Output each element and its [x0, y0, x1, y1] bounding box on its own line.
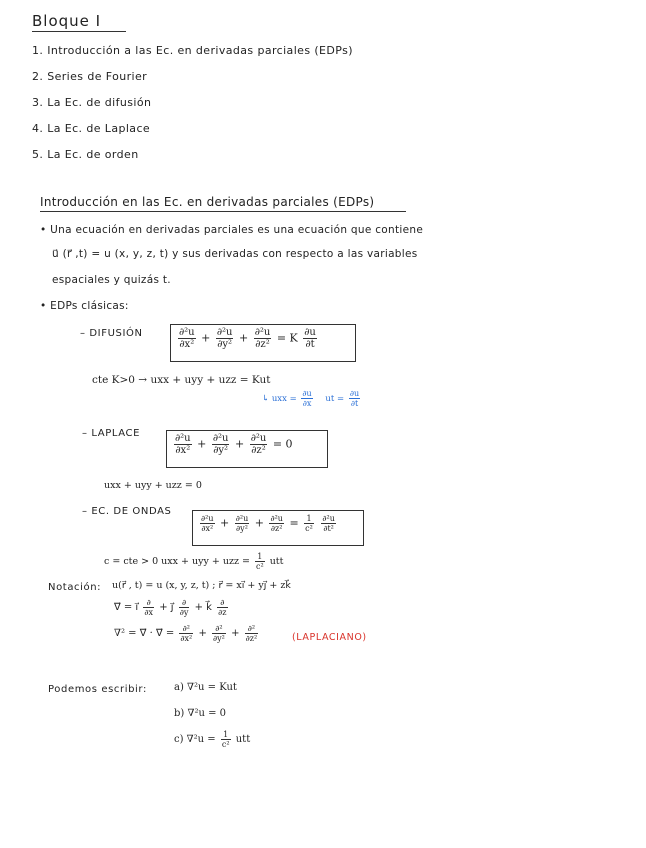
toc-item-5: 5. La Ec. de orden — [32, 148, 139, 161]
difusion-shorthand: cte K>0 → uxx + uyy + uzz = Kut — [92, 374, 271, 386]
notacion-line1: u(r⃗ , t) = u (x, y, z, t) ; r⃗ = xi⃗ + yj⃗ + zk⃗ — [112, 580, 291, 591]
toc-item-4: 4. La Ec. de Laplace — [32, 122, 151, 135]
bullet1-line2: u⃗ (r⃗ ,t) = u (x, y, z, t) y sus derivadas con respecto a las variables — [52, 248, 418, 260]
ondas-equation: $\frac{\text{∂²u}}{\text{∂x²}}$ + $\frac{\text{∂²u}}{\text{∂y²}}$ + $\frac{\text{∂²u}}{\text{∂z²}}$ = $\frac{1}{\text{c²}}$ $\frac{\text{∂²u}}{\text{∂t²}}$ — [201, 514, 335, 533]
bullet1-line3: espaciales y quizás t. — [52, 274, 171, 286]
bullet2: • EDPs clásicas: — [40, 300, 129, 312]
section-underline — [40, 211, 406, 212]
section-title: Introducción en las Ec. en derivadas parciales (EDPs) — [40, 195, 375, 209]
toc-item-2: 2. Series de Fourier — [32, 70, 148, 83]
ondas-label: – EC. DE ONDAS — [82, 506, 172, 517]
toc-item-3: 3. La Ec. de difusión — [32, 96, 152, 109]
laplace-equation: $\frac{\text{∂²u}}{\text{∂x²}}$ + $\frac{\text{∂²u}}{\text{∂y²}}$ + $\frac{\text{∂²u}}{\text{∂z²}}$ = 0 — [175, 433, 293, 456]
difusion-blue-note: ↳ uxx = $\frac{\partial u}{\partial x}$ ut = $\frac{\partial u}{\partial t}$ — [262, 389, 360, 408]
laplaciano-label: (LAPLACIANO) — [292, 632, 367, 643]
podemos-c: c) ∇²u = $\frac{1}{\text{c²}}$ utt — [174, 730, 251, 749]
laplace-label: – LAPLACE — [82, 428, 141, 439]
difusion-equation: $\frac{\text{∂²u}}{\text{∂x²}}$ + $\frac{\text{∂²u}}{\text{∂y²}}$ + $\frac{\text{∂²u}}{\text{∂z²}}$ = K $\frac{\partial u}{\partial t}$ — [179, 327, 316, 350]
podemos-b: b) ∇²u = 0 — [174, 708, 227, 719]
toc-item-1: 1. Introducción a las Ec. en derivadas parciales (EDPs) — [32, 44, 353, 57]
nabla-definition: ∇⃗ = i⃗ $\frac{\partial}{\partial x}$ + j⃗ $\frac{\partial}{\partial y}$ + k⃗ $\frac{\partial}{\partial z}$ — [114, 598, 227, 617]
notacion-label: Notación: — [48, 582, 102, 593]
difusion-label: – DIFUSIÓN — [80, 328, 143, 339]
podemos-a: a) ∇²u = Kut — [174, 682, 237, 693]
laplace-shorthand: uxx + uyy + uzz = 0 — [104, 480, 202, 491]
title-underline — [32, 31, 126, 32]
podemos-label: Podemos escribir: — [48, 684, 147, 695]
bullet1-line1: • Una ecuación en derivadas parciales es una ecuación que contiene — [40, 224, 424, 236]
page-title: Bloque I — [32, 12, 102, 30]
laplacian-definition: ∇² = ∇⃗ · ∇⃗ = $\frac{\text{∂²}}{\text{∂x²}}$ + $\frac{\text{∂²}}{\text{∂y²}}$ + $\frac{\text{∂²}}{\text{∂z²}}$ — [114, 624, 258, 643]
ondas-shorthand: c = cte > 0 uxx + uyy + uzz = $\frac{1}{\text{c²}}$ utt — [104, 552, 284, 571]
